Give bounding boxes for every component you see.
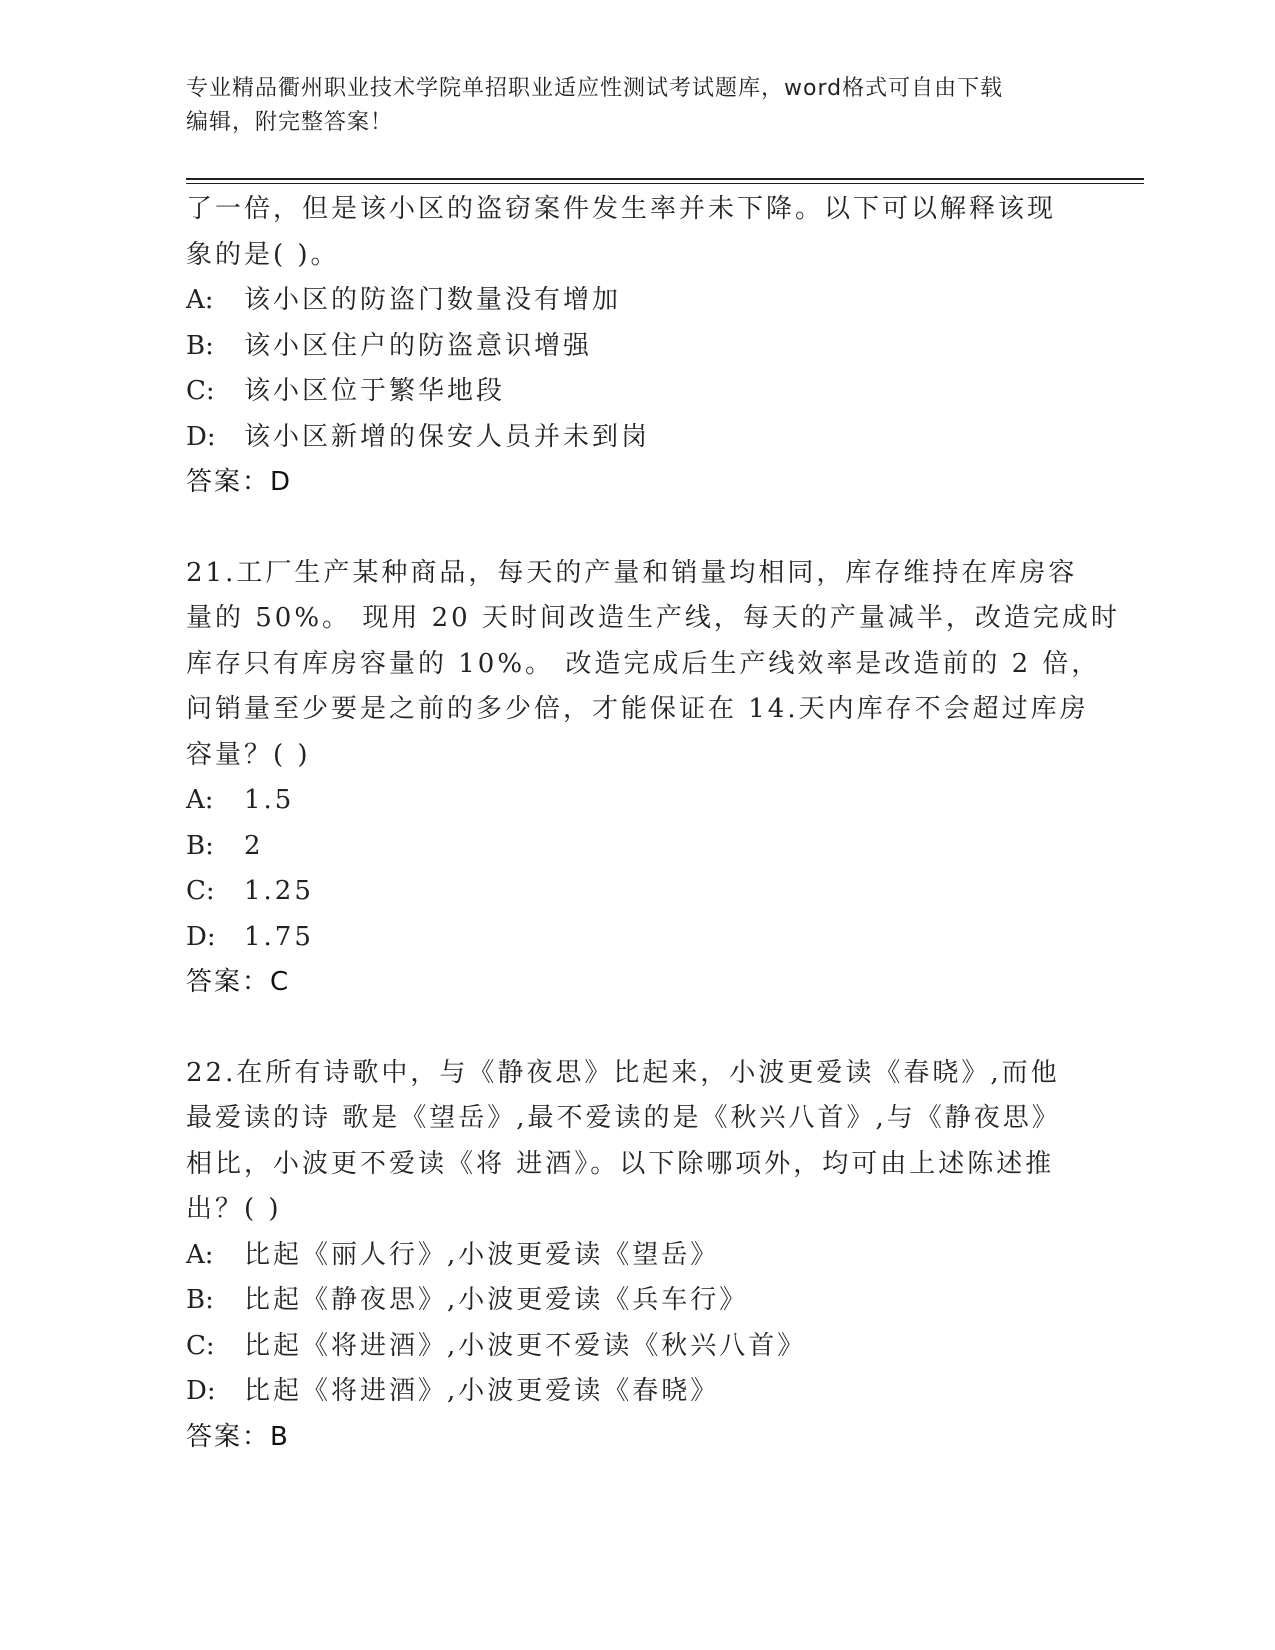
option-text: 1.5 xyxy=(244,785,295,815)
option-b xyxy=(186,1278,1086,1324)
question-stem-line: 最爱读的诗 歌是《望岳》,最不爱读的是《秋兴八首》,与《静夜思》 xyxy=(186,1103,1061,1133)
option-letter: B: xyxy=(186,1285,214,1315)
option-letter: C: xyxy=(186,876,215,906)
option-c xyxy=(186,369,1086,415)
option-letter: D: xyxy=(186,421,216,452)
spacer xyxy=(186,506,1086,551)
option-letter: B: xyxy=(186,830,214,861)
question-stem-line: 出？( ) xyxy=(186,1194,282,1224)
question-stem-line: 容量？( ) xyxy=(186,739,311,770)
question-stem-line: 21.工厂生产某种商品，每天的产量和销量均相同，库存维持在库房容 xyxy=(186,557,1078,588)
header-line-2: 编辑，附完整答案！ xyxy=(186,110,394,135)
option-a xyxy=(186,278,1086,324)
question-stem-line: 库存只有库房容量的 10%。 改造完成后生产线效率是改造前的 2 倍， xyxy=(186,648,1101,679)
spacer xyxy=(186,1006,1086,1051)
question-20 xyxy=(186,187,1086,506)
option-text: 比起《静夜思》,小波更爱读《兵车行》 xyxy=(244,1285,749,1315)
option-letter: B: xyxy=(186,330,214,361)
question-21 xyxy=(186,551,1120,1006)
question-stem-line: 22.在所有诗歌中，与《静夜思》比起来，小波更爱读《春晓》,而他 xyxy=(186,1057,1060,1088)
option-text: 比起《将进酒》,小波更不爱读《秋兴八首》 xyxy=(244,1330,807,1361)
option-text: 2 xyxy=(244,830,264,861)
option-text: 该小区住户的防盗意识增强 xyxy=(244,330,593,361)
option-text: 比起《丽人行》,小波更爱读《望岳》 xyxy=(244,1239,720,1270)
answer-line: 答案：C xyxy=(186,967,291,997)
answer-line: 答案：D xyxy=(186,467,293,497)
question-stem-line: 象的是( )。 xyxy=(186,239,340,270)
option-letter: C: xyxy=(186,376,215,406)
question-22 xyxy=(186,1051,1086,1461)
document-body xyxy=(186,187,1120,1460)
option-a xyxy=(186,1233,1086,1279)
header-divider xyxy=(186,178,1144,180)
option-c xyxy=(186,1324,1086,1370)
option-text: 比起《将进酒》,小波更爱读《春晓》 xyxy=(244,1376,720,1406)
option-letter: D: xyxy=(186,921,216,952)
document-header xyxy=(186,72,1086,140)
option-text: 该小区新增的保安人员并未到岗 xyxy=(244,421,651,452)
option-letter: A: xyxy=(186,1239,214,1270)
header-divider-thin xyxy=(186,183,1144,184)
option-b xyxy=(186,824,1086,870)
question-stem-line: 相比，小波更不爱读《将 进酒》。以下除哪项外，均可由上述陈述推 xyxy=(186,1148,1055,1179)
option-a xyxy=(186,778,1086,824)
option-d xyxy=(186,915,1086,961)
option-letter: C: xyxy=(186,1330,215,1361)
header-line-1: 专业精品衢州职业技术学院单招职业适应性测试考试题库，word格式可自由下载 xyxy=(186,76,1004,101)
option-c xyxy=(186,869,1086,915)
answer-line: 答案：B xyxy=(186,1421,290,1452)
option-text: 1.75 xyxy=(244,921,314,952)
option-d xyxy=(186,415,1086,461)
question-stem-line: 问销量至少要是之前的多少倍，才能保证在 14.天内库存不会超过库房 xyxy=(186,694,1089,724)
option-letter: A: xyxy=(186,785,214,815)
option-b xyxy=(186,324,1086,370)
option-d xyxy=(186,1369,1086,1415)
question-stem-line: 量的 50%。 现用 20 天时间改造生产线，每天的产量减半，改造完成时 xyxy=(186,603,1120,633)
option-text: 1.25 xyxy=(244,876,314,906)
option-letter: A: xyxy=(186,285,214,315)
option-text: 该小区位于繁华地段 xyxy=(244,376,506,406)
option-letter: D: xyxy=(186,1376,216,1406)
question-stem-line: 了一倍，但是该小区的盗窃案件发生率并未下降。以下可以解释该现 xyxy=(186,194,1057,224)
option-text: 该小区的防盗门数量没有增加 xyxy=(244,285,622,315)
